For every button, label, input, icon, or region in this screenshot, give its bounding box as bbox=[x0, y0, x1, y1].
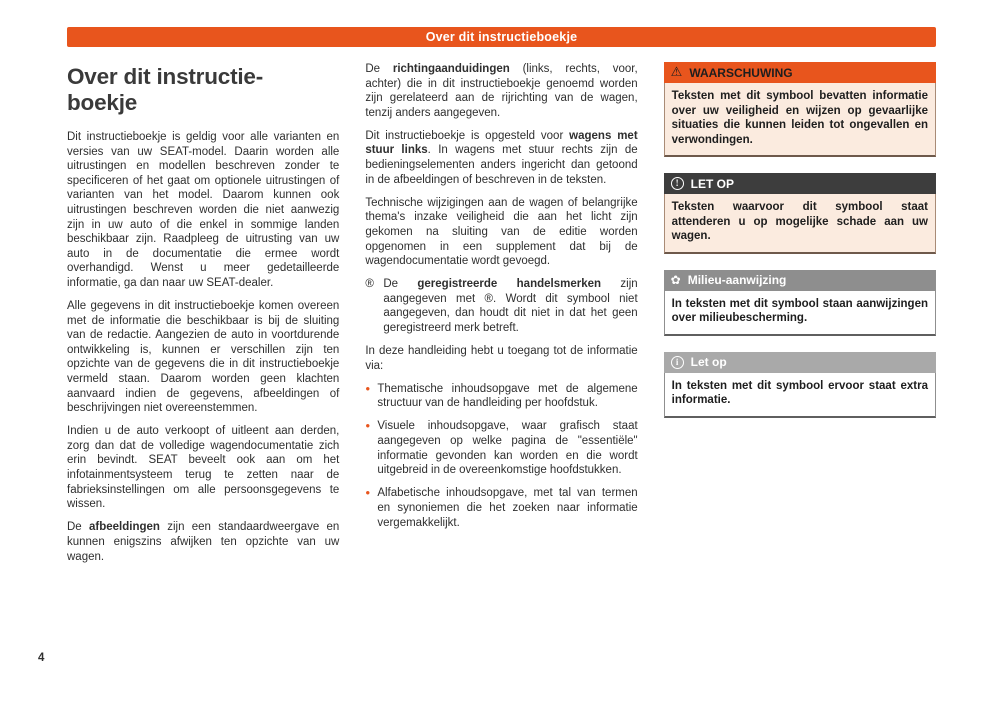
warning-box bbox=[664, 62, 936, 157]
paragraph-access-intro: In deze handleiding hebt u toegang tot de informatie via: bbox=[365, 345, 638, 372]
bullet-icon: ● bbox=[365, 383, 371, 393]
caution-box-header bbox=[664, 173, 936, 194]
note-box-title: Let op bbox=[690, 355, 727, 369]
warning-box-header bbox=[664, 62, 936, 83]
paragraph-validity: Dit instructieboekje is geldig voor alle varianten en versies van uw SEAT-model. Daarin worden alle uitrustingen en modellen beschreven zonder te specificeren of het gaat om optionele uitrustingen of varianten van het model. Daarom kunnen ook uitrustingen beschreven worden die niet aanwezig zijn in uw auto of die enkel in sommige landen beschikbaar zijn. Raadpleeg de uitrusting van uw auto in de documentatie die ermee wordt overhandigd. Wenst u meer gedetailleerde informatie, ga dan naar uw SEAT-dealer. bbox=[67, 131, 340, 289]
paragraph-technical-changes: Technische wijzigingen aan de wagen of belangrijke thema's inzake veiligheid die aan het licht zijn gekomen na sluiting van de editie worden opgenomen in een supplement dat bij de wagendocumentatie wordt gevoegd. bbox=[365, 196, 638, 268]
bullet-thematic-index bbox=[365, 382, 637, 411]
paragraph-illustrations: De afbeeldingen zijn een standaardweergave en kunnen enigszins afwijken ten opzichte van uw wagen. bbox=[67, 521, 340, 563]
paragraph-sell-or-lend: Indien u de auto verkoopt of uitleent aan derden, zorg dan dat de volledige wagendocumentatie zich erin bevindt. SEAT beveelt ook aan om het infotainmentsysteem terug te zetten naar de fabrieksinstellingen om alle persoonsgegevens te wissen. bbox=[67, 425, 340, 511]
caution-box bbox=[664, 173, 936, 254]
page-number: 4 bbox=[38, 652, 45, 664]
registered-trademark-icon: ® bbox=[365, 278, 374, 291]
section-title bbox=[67, 64, 339, 116]
bullet-visual-index bbox=[365, 419, 637, 477]
environment-box-header bbox=[664, 270, 936, 291]
bullet-alphabetical-index bbox=[365, 486, 637, 530]
environment-box-title: Milieu-aanwijzing bbox=[687, 273, 787, 287]
section-title-line2: boekje bbox=[67, 90, 138, 115]
bullet-icon: ● bbox=[365, 421, 371, 431]
environment-box-body: In teksten met dit symbool staan aanwijzingen over milieubescherming. bbox=[664, 291, 936, 336]
content-columns bbox=[67, 62, 936, 573]
paragraph-directions: De richtingaanduidingen (links, rechts, voor, achter) die in dit instructieboekje genoemd worden zijn gerelateerd aan de rijrichting van de wagen, tenzij anders aangegeven. bbox=[365, 63, 638, 119]
bullet-thematic-index-text: Thematische inhoudsopgave met de algemene structuur van de handleiding per hoofdstuk. bbox=[377, 382, 638, 410]
warning-box-title: WAARSCHUWING bbox=[689, 65, 793, 80]
paragraph-trademarks bbox=[365, 277, 637, 335]
section-title-line1: Over dit instructie- bbox=[67, 64, 264, 89]
column-middle bbox=[365, 62, 637, 573]
environment-box bbox=[664, 270, 936, 336]
column-left bbox=[67, 62, 339, 573]
column-right bbox=[664, 62, 936, 573]
note-box-header bbox=[664, 352, 936, 373]
paragraph-editorial-close: Alle gegevens in dit instructieboekje komen overeen met de informatie die beschikbaar is bij de sluiting van de redactie. Aangezien de auto in voortdurende ontwikkeling is, kunnen er verschillen zijn ten opzichte van de gegevens die in dit instructieboekje vermeld staan. Daarom worden geen klachten aanvaard indien de gegevens, afbeeldingen of beschrijvingen niet overeenstemmen. bbox=[67, 300, 340, 415]
warning-box-body: Teksten met dit symbool bevatten informatie over uw veiligheid en wijzen op gevaarlijke situaties die kunnen leiden tot ongevallen en verwondingen. bbox=[664, 83, 936, 157]
note-box-body: In teksten met dit symbool ervoor staat extra informatie. bbox=[664, 373, 936, 418]
page-header-bar bbox=[67, 27, 936, 47]
caution-box-body: Teksten waarvoor dit symbool staat attenderen u op mogelijke schade aan uw wagen. bbox=[664, 194, 936, 254]
info-circle-icon: i bbox=[671, 356, 684, 369]
page-header-title: Over dit instructieboekje bbox=[425, 30, 578, 44]
caution-box-title: LET OP bbox=[690, 176, 734, 191]
warning-triangle-icon: ⚠ bbox=[670, 65, 683, 80]
bullet-visual-index-text: Visuele inhoudsopgave, waar grafisch staat aangegeven op welke pagina de "essentiële" informatie gevonden kan worden en die wordt uitgebreid in de overeenkomstige hoofdstukken. bbox=[377, 420, 638, 477]
paragraph-trademarks-text: De geregistreerde handelsmerken zijn aangegeven met ®. Wordt dit symbool niet aangegeven, dan houdt dit niet in dat het geen geregistreerd merk betreft. bbox=[383, 278, 638, 334]
note-box bbox=[664, 352, 936, 418]
exclamation-circle-icon: ! bbox=[671, 177, 684, 190]
bullet-alphabetical-index-text: Alfabetische inhoudsopgave, met tal van termen en synoniemen die het zoeken naar informatie vergemakkelijkt. bbox=[377, 487, 638, 529]
flower-icon: ✿ bbox=[670, 272, 681, 287]
paragraph-left-hand-drive: Dit instructieboekje is opgesteld voor wagens met stuur links. In wagens met stuur rechts zijn de bedieningselementen anders ingericht dan getoond in de afbeeldingen of beschreven in de teksten. bbox=[365, 129, 638, 186]
bullet-icon: ● bbox=[365, 488, 371, 498]
